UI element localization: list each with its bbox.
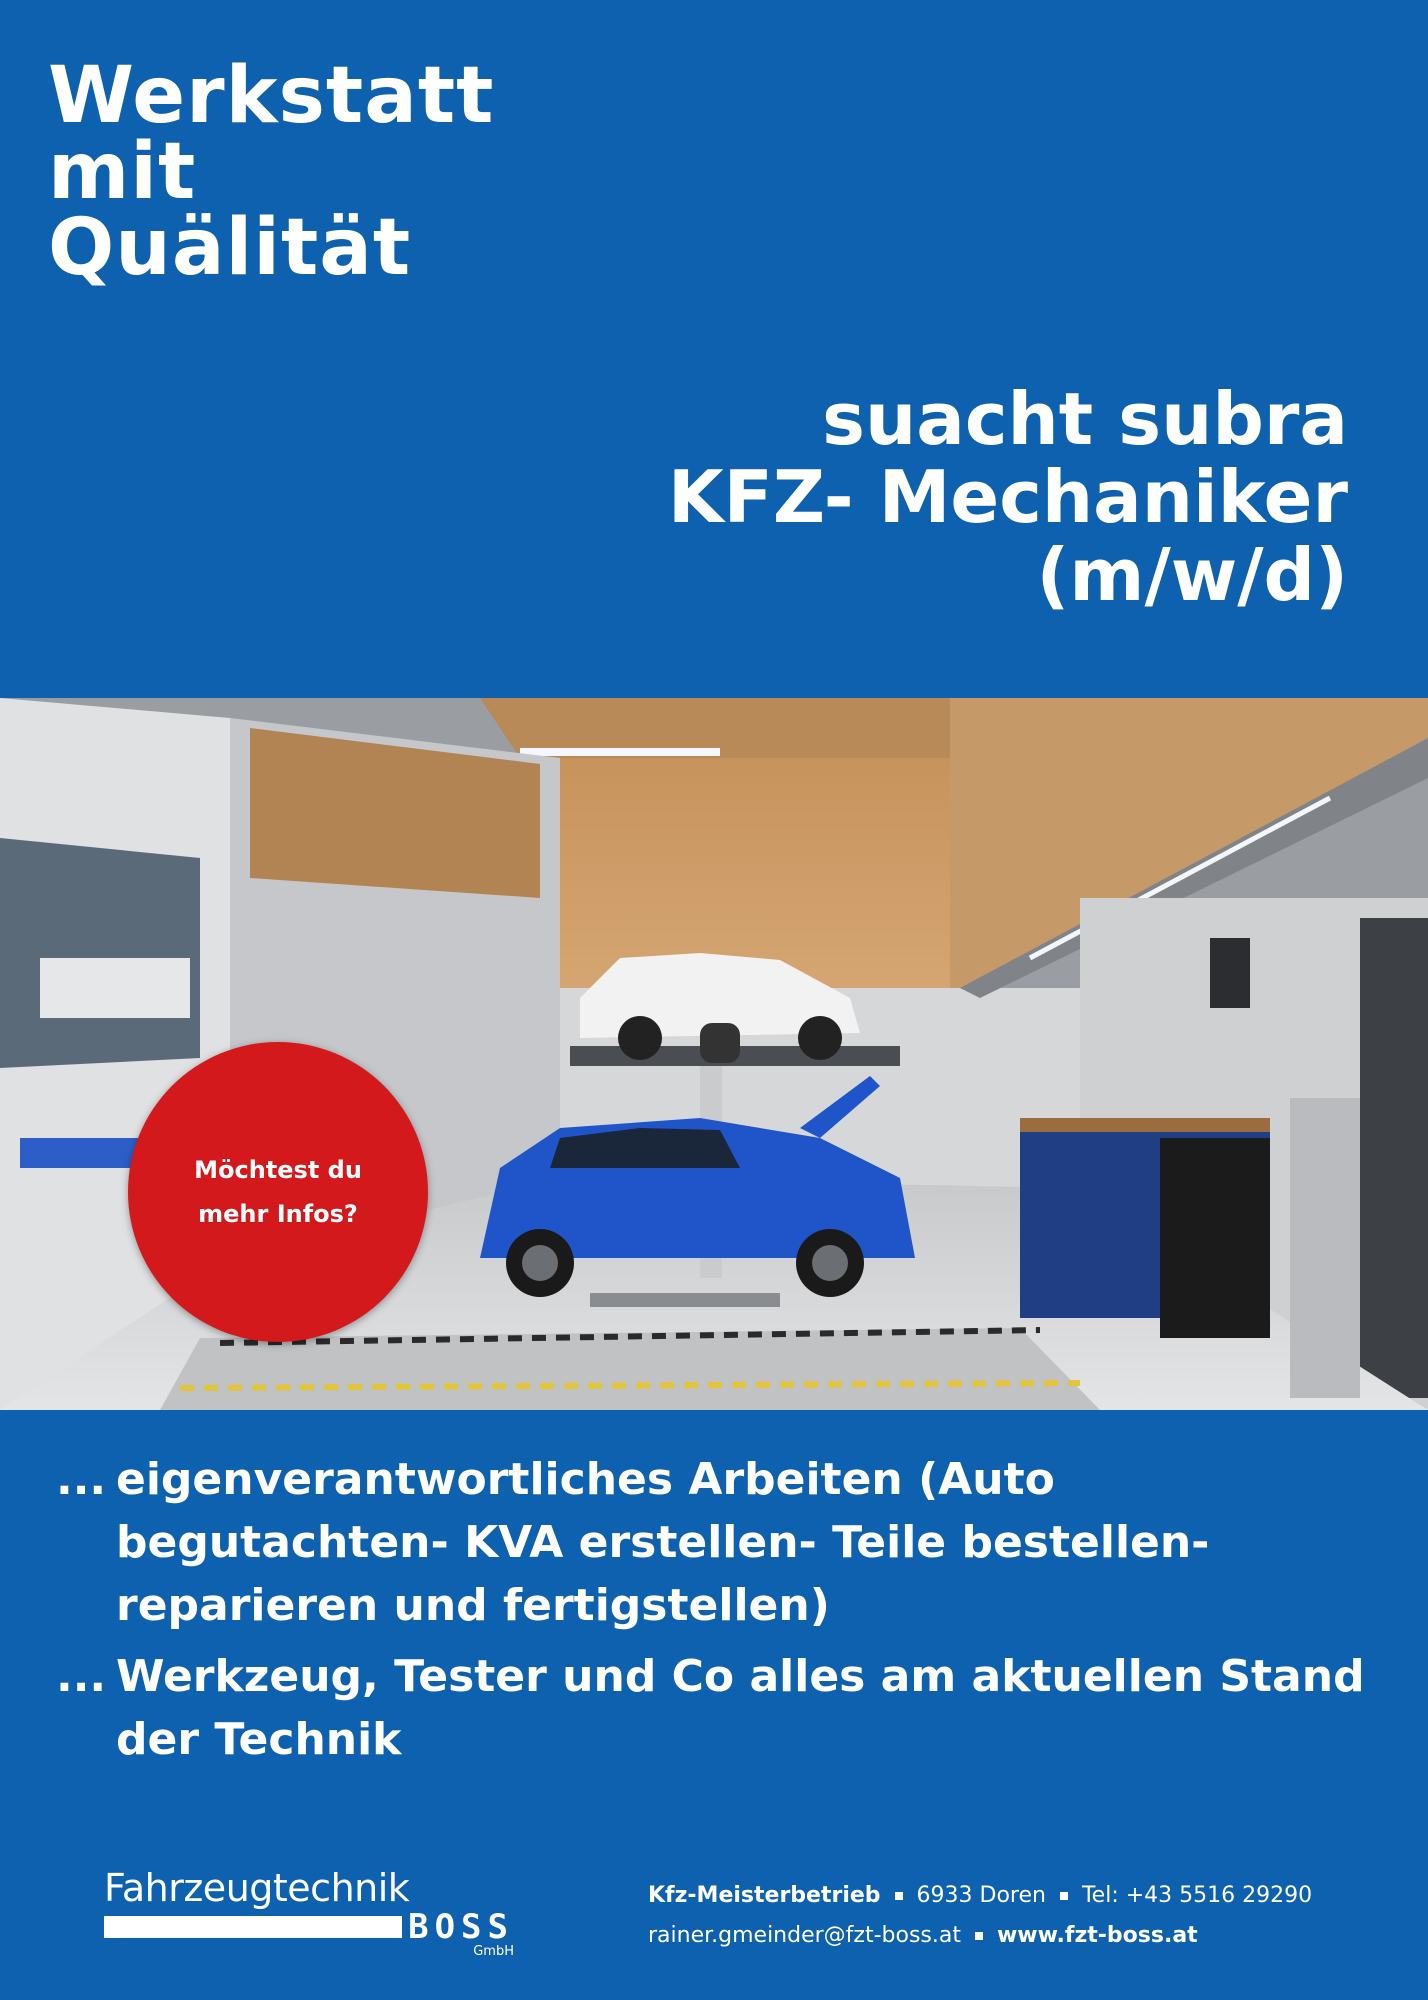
more-info-badge[interactable] [128, 1042, 428, 1342]
logo-brand: BOSS [408, 1907, 514, 1947]
contact-block [648, 1876, 1312, 1956]
separator-square-icon [1060, 1892, 1068, 1900]
list-item [56, 1448, 1396, 1637]
headline-line-1: Werkstatt [48, 51, 495, 141]
business-type: Kfz-Meisterbetrieb [648, 1883, 881, 1908]
logo-rule [104, 1916, 402, 1938]
tagline-line-1: suacht subra [822, 377, 1348, 461]
logo-wordmark-top: Fahrzeugtechnik [104, 1866, 410, 1910]
info-bubble-line-2: mehr Infos? [198, 1200, 358, 1228]
logo-legal-form: GmbH [473, 1944, 514, 1959]
info-bubble-line-1: Möchtest du [194, 1156, 362, 1184]
job-tagline [667, 377, 1348, 617]
email-link[interactable]: rainer.gmeinder@fzt-boss.at [648, 1923, 961, 1948]
list-item [56, 1645, 1396, 1771]
contact-line-1 [648, 1876, 1312, 1916]
separator-square-icon [895, 1892, 903, 1900]
bullet-marker: ... [56, 1651, 107, 1702]
company-logo [104, 1868, 514, 1959]
headline [48, 51, 495, 293]
separator-square-icon [975, 1932, 983, 1940]
bullet-marker: ... [56, 1454, 107, 1505]
headline-line-3: Quälität [48, 203, 412, 293]
address: 6933 Doren [916, 1883, 1046, 1908]
contact-line-2 [648, 1916, 1312, 1956]
benefits-list [56, 1448, 1396, 1779]
bullet-text: Werkzeug, Tester und Co alles am aktuellen Stand der Technik [116, 1651, 1365, 1765]
website-link[interactable]: www.fzt-boss.at [996, 1923, 1198, 1948]
tagline-line-3: (m/w/d) [1036, 533, 1348, 617]
logo-brand-bar [104, 1907, 514, 1947]
headline-line-2: mit [48, 127, 197, 217]
phone[interactable]: Tel: +43 5516 29290 [1081, 1883, 1313, 1908]
bullet-text: eigenverantwortliches Arbeiten (Auto begutachten- KVA erstellen- Teile bestellen- reparieren und fertigstellen) [116, 1454, 1210, 1631]
tagline-line-2: KFZ- Mechaniker [667, 455, 1348, 539]
